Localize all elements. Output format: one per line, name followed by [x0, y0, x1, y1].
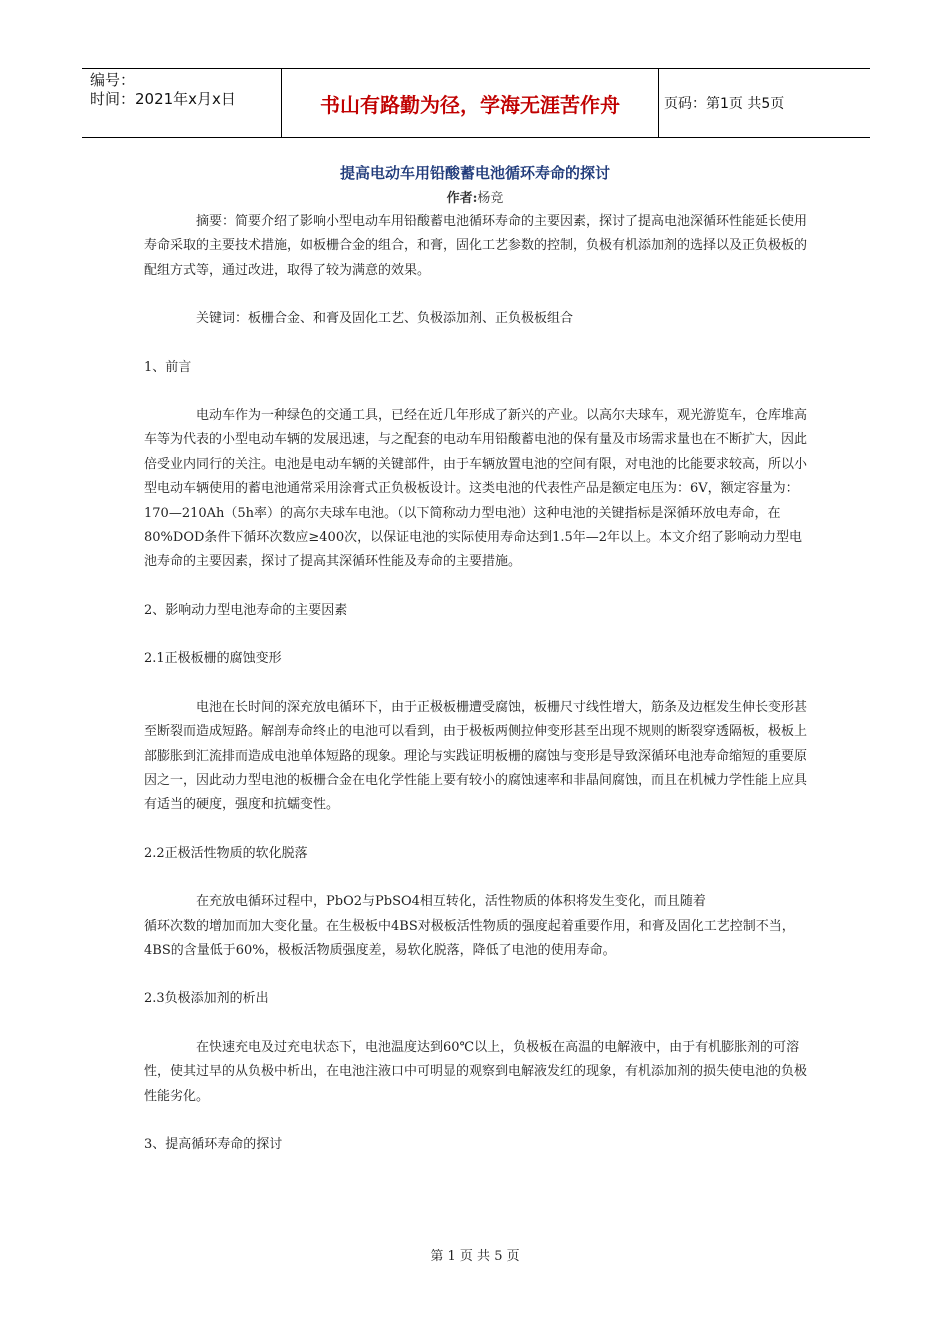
section-2-2-heading: 2.2正极活性物质的软化脱落: [144, 845, 308, 861]
section-2-2-paragraph-cont: 循环次数的增加而加大变化量。在生极板中4BS对极板活性物质的强度起着重要作用，和膏及固化工艺控制不当，4BS的含量低于60%，极板活物质强度差，易软化脱落，降低了电池的使用寿命。: [144, 918, 795, 958]
section-1-heading: 1、前言: [144, 359, 192, 375]
section-2-heading: 2、影响动力型电池寿命的主要因素: [144, 602, 348, 618]
document-title: 提高电动车用铅酸蓄电池循环寿命的探讨: [339, 164, 610, 182]
header-page-info: 页码：第1页 共5页: [664, 96, 785, 112]
author-name: 杨竞: [477, 191, 504, 206]
section-2-3-heading: 2.3负极添加剂的析出: [144, 991, 269, 1007]
abstract-paragraph: 摘要：简要介绍了影响小型电动车用铅酸蓄电池循环寿命的主要因素，探讨了提高电池深循环性能延长使用寿命采取的主要技术措施，如板栅合金的组合，和膏，固化工艺参数的控制，负极有机添加剂的选择以及正负极板的配组方式等，通过改进，取得了较为满意的效果。: [144, 214, 808, 278]
document-body: [144, 210, 810, 1157]
keywords-paragraph: 关键词：板栅合金、和膏及固化工艺、负极添加剂、正负极板组合: [196, 311, 574, 327]
section-2-2-paragraph-line1: 在充放电循环过程中，PbO2与PbSO4相互转化，活性物质的体积将发生变化，而且随着: [196, 894, 706, 910]
page-footer: 第 1 页 共 5 页: [430, 1249, 520, 1264]
section-2-3-paragraph: 在快速充电及过充电状态下，电池温度达到60℃以上，负极板在高温的电解液中，由于有机膨胀剂的可溶性，使其过早的从负极中析出，在电池注液口中可明显的观察到电解液发红的现象，有机添加剂的损失使电池的负极性能劣化。: [144, 1039, 808, 1104]
section-1-paragraph: 电动车作为一种绿色的交通工具，已经在近几年形成了新兴的产业。以高尔夫球车，观光游览车，仓库堆高车等为代表的小型电动车辆的发展迅速，与之配套的电动车用铅酸蓄电池的保有量及市场需求量也在不断扩大，因此倍受业内同行的关注。电池是电动车辆的关键部件，由于车辆放置电池的空间有限，对电池的比能要求较高，所以小型电动车辆使用的蓄电池通常采用涂膏式正负极板设计。这类电池的代表性产品是额定电压为：6V，额定容量为：170—210Ah（5h率）的高尔夫球车电池。（以下简称动力型电池）这种电池的关键指标是深循环放电寿命，在80%DOD条件下循环次数应≥400次，以保证电池的实际使用寿命达到1.5年—2年以上。本文介绍了影响动力型电池寿命的主要因素，探讨了提高其深循环性能及寿命的主要措施。: [144, 408, 808, 570]
header-motto: 书山有路勤为径，学海无涯苦作舟: [281, 69, 659, 137]
section-2-1-paragraph: 电池在长时间的深充放电循环下，由于正极板栅遭受腐蚀，板栅尺寸线性增大，筋条及边框发生伸长变形甚至断裂而造成短路。解剖寿命终止的电池可以看到，由于极板两侧拉伸变形甚至出现不规则的断裂穿透隔板，极板上部膨胀到汇流排而造成电池单体短路的现象。理论与实践证明板栅的腐蚀与变形是导致深循环电池寿命缩短的重要原因之一，因此动力型电池的板栅合金在电化学性能上要有较小的腐蚀速率和非晶间腐蚀，而且在机械力学性能上应具有适当的硬度，强度和抗蠕变性。: [144, 699, 808, 813]
header-meta: [90, 71, 278, 109]
section-3-heading: 3、提高循环寿命的探讨: [144, 1136, 283, 1152]
author-label: 作者:: [446, 191, 478, 206]
author-line: [0, 187, 950, 206]
document-time: 时间：2021年x月x日: [90, 90, 236, 108]
page-header: [82, 68, 870, 138]
section-2-1-heading: 2.1正极板栅的腐蚀变形: [144, 651, 282, 667]
document-number-label: 编号：: [90, 71, 136, 89]
